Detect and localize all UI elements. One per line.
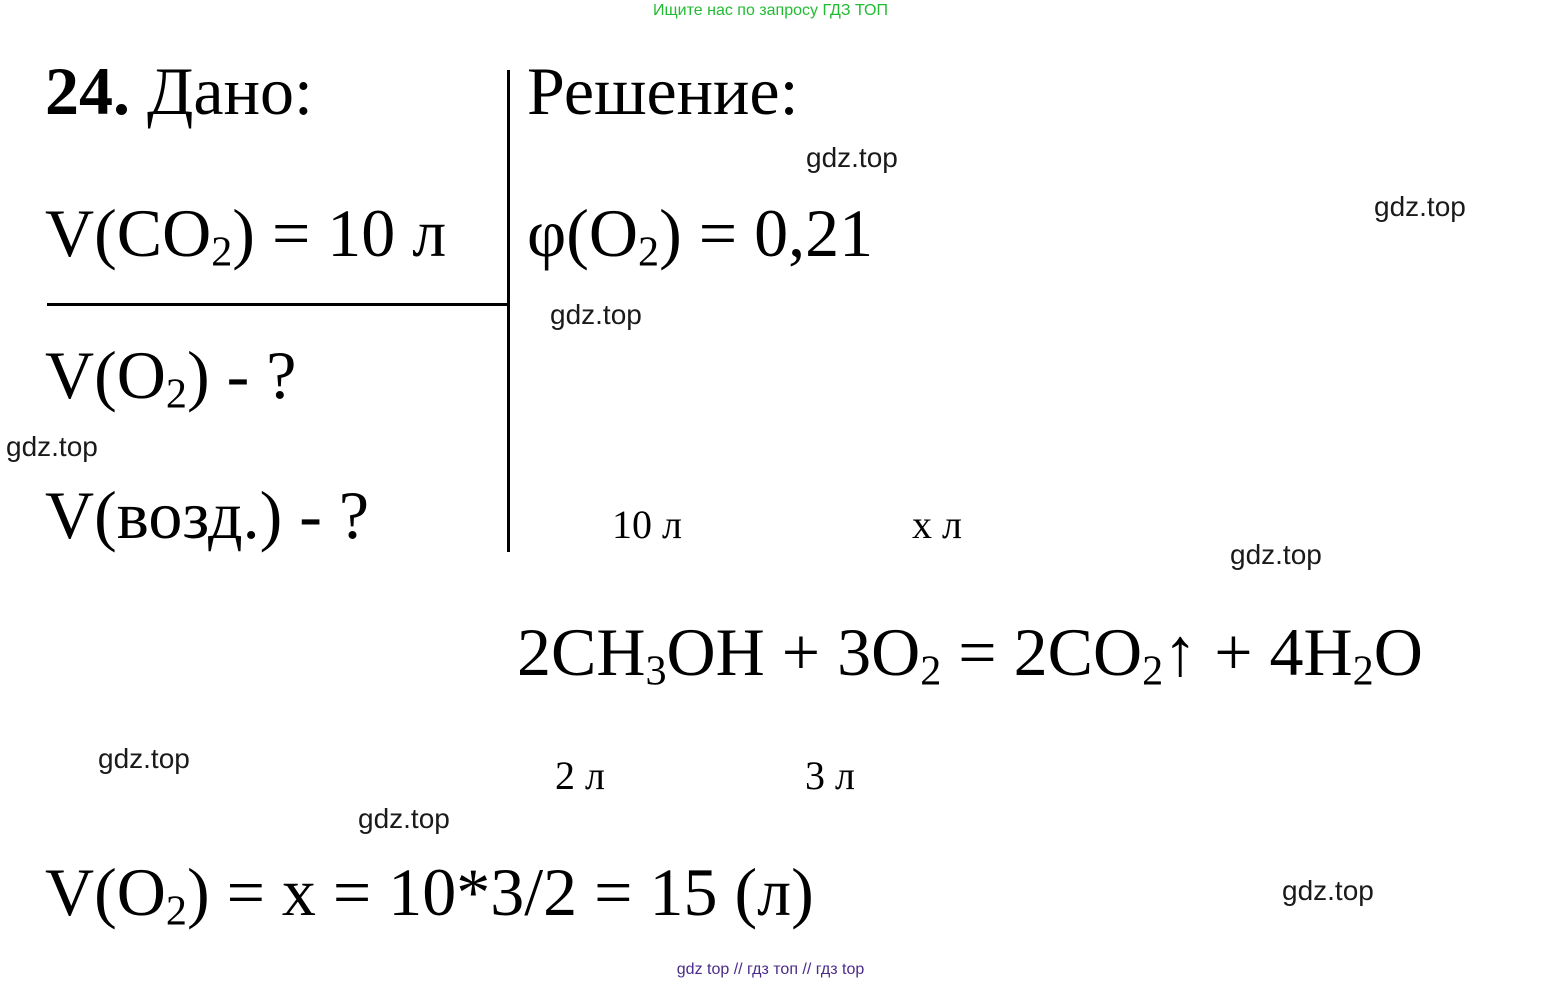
equation-above-left: 10 л xyxy=(612,502,682,547)
watermark: gdz.top xyxy=(358,803,450,834)
given-header: Дано: xyxy=(147,53,313,129)
find-air-volume: V(возд.) - ? xyxy=(45,477,370,553)
given-divider-vertical xyxy=(507,70,510,552)
given-co2-volume: $V(CO_2) = 10$ л xyxy=(45,195,447,276)
given-divider-horizontal xyxy=(47,303,507,306)
watermark: gdz.top xyxy=(1282,875,1374,906)
reaction-equation: $2CH_3OH + 3O_2$ = $2CO_2↑ + 4H_2O$ xyxy=(517,614,1423,695)
watermark: gdz.top xyxy=(1374,191,1466,222)
watermark: gdz.top xyxy=(806,142,898,173)
watermark: gdz.top xyxy=(98,743,190,774)
problem-number: 24. xyxy=(45,53,130,129)
result-o2-volume: $V(O_2) = x = 10*3/2 = 15$ (л) xyxy=(45,854,814,935)
footer-watermark: gdz top // гдз топ // гдз top xyxy=(676,961,865,978)
watermark: gdz.top xyxy=(550,299,642,330)
equation-below-left: 2 л xyxy=(555,753,605,798)
watermark: gdz.top xyxy=(1230,539,1322,570)
watermark: gdz.top xyxy=(6,431,98,462)
top-banner: Ищите нас по запросу ГДЗ ТОП xyxy=(653,2,888,19)
solution-header: Решение: xyxy=(527,53,799,129)
find-o2-volume: $V(O_2)$ - ? xyxy=(45,337,297,418)
equation-above-right: x л xyxy=(912,502,962,547)
solution-oxygen-fraction: $\varphi(O_2) = 0,21$ xyxy=(527,195,874,276)
equation-below-right: 3 л xyxy=(805,753,855,798)
problem-heading xyxy=(45,53,313,129)
